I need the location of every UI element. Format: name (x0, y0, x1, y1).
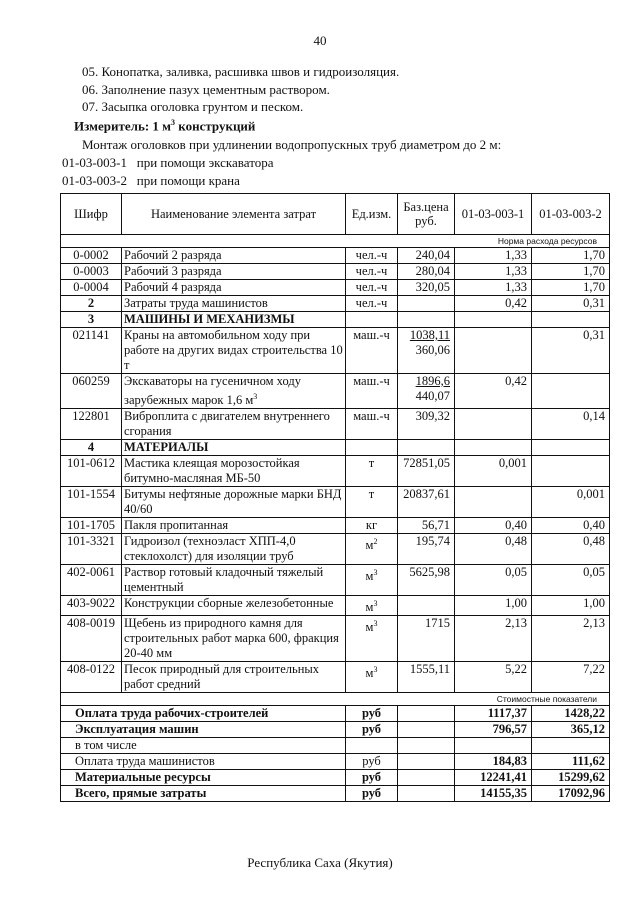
code-cell: 101-1554 (61, 487, 122, 518)
table-row (61, 487, 610, 518)
v2-cell: 0,001 (532, 487, 610, 518)
unit-cell: чел.-ч (346, 248, 398, 264)
unit-cell: чел.-ч (346, 280, 398, 296)
unit-cell: чел.-ч (346, 264, 398, 280)
summary-v2: 365,12 (532, 722, 610, 738)
empty-cell (398, 754, 455, 770)
v1-cell (455, 409, 532, 440)
v1-cell: 2,13 (455, 616, 532, 662)
name-cell: Пакля пропитанная (122, 518, 346, 534)
section-title: Монтаж оголовков при удлинении водопропускных труб диаметром до 2 м: (82, 137, 502, 152)
empty-cell (398, 440, 455, 456)
superscript: 3 (253, 392, 258, 401)
summary-v1: 796,57 (455, 722, 532, 738)
v1-cell: 0,42 (455, 296, 532, 312)
summary-v1: 184,83 (455, 754, 532, 770)
name-cell (122, 328, 346, 374)
v2-cell (532, 374, 610, 409)
price-cell: 56,71 (398, 518, 455, 534)
cell-text: кг (365, 518, 378, 533)
price-cell: 5625,98 (398, 565, 455, 596)
unit-cell (346, 596, 398, 616)
price-cell (398, 296, 455, 312)
cell-text: Экскаваторы на гусеничном ходу зарубежных марок 1,6 м (124, 374, 301, 408)
section-code: 3 (61, 312, 122, 328)
table-row (61, 328, 610, 374)
resource-table (60, 193, 610, 802)
code-cell: 101-1705 (61, 518, 122, 534)
summary-v1: 14155,35 (455, 786, 532, 802)
cell-text: Краны на автомобильном ходу при работе на других видах строительства 10 т (124, 328, 343, 372)
code-cell: 021141 (61, 328, 122, 374)
v1-cell: 0,40 (455, 518, 532, 534)
v2-cell: 1,70 (532, 280, 610, 296)
name-cell: Рабочий 2 разряда (122, 248, 346, 264)
price-top: 1038,11 (409, 328, 450, 342)
variant-1-code: 01-03-003-1 (62, 155, 127, 170)
cost-label-row (61, 693, 610, 706)
v2-cell: 2,13 (532, 616, 610, 662)
variant-2 (62, 173, 240, 189)
table-row (61, 616, 610, 662)
summary-unit: руб (346, 706, 398, 722)
footer: Республика Саха (Якутия) (247, 855, 393, 870)
code-cell: 0-0003 (61, 264, 122, 280)
name-cell (122, 374, 346, 409)
code-cell: 408-0019 (61, 616, 122, 662)
cell-text: м (365, 569, 374, 584)
header-price: Баз.цена руб. (398, 194, 455, 235)
v2-cell: 0,48 (532, 534, 610, 565)
price-cell: 72851,05 (398, 456, 455, 487)
header-unit: Ед.изм. (346, 194, 398, 235)
v2-cell: 7,22 (532, 662, 610, 693)
code-cell: 402-0061 (61, 565, 122, 596)
v2-cell: 0,31 (532, 328, 610, 374)
summary-row (61, 770, 610, 786)
empty-cell (398, 722, 455, 738)
measure-prefix: Измеритель: 1 м (74, 118, 172, 134)
summary-name: Оплата труда машинистов (61, 754, 346, 770)
summary-v1 (455, 738, 532, 754)
unit-cell (346, 534, 398, 565)
header-v2: 01-03-003-2 (532, 194, 610, 235)
v2-cell: 1,00 (532, 596, 610, 616)
empty-cell (455, 312, 532, 328)
v2-cell: 0,14 (532, 409, 610, 440)
summary-v1: 12241,41 (455, 770, 532, 786)
price-cell: 240,04 (398, 248, 455, 264)
cell-text: м (365, 538, 374, 553)
empty-cell (398, 786, 455, 802)
superscript: 3 (373, 599, 378, 609)
empty-cell (346, 312, 398, 328)
unit-cell (346, 565, 398, 596)
v1-cell: 0,001 (455, 456, 532, 487)
v1-cell: 0,42 (455, 374, 532, 409)
summary-name: Всего, прямые затраты (61, 786, 346, 802)
summary-v2: 1428,22 (532, 706, 610, 722)
empty-cell (398, 312, 455, 328)
table-row (61, 518, 610, 534)
name-cell: Щебень из природного камня для строительных работ марка 600, фракция 20-40 мм (122, 616, 346, 662)
summary-row (61, 786, 610, 802)
machinist-row (61, 296, 610, 312)
name-cell: Песок природный для строительных работ средний (122, 662, 346, 693)
table-row (61, 662, 610, 693)
section-name: МАТЕРИАЛЫ (122, 440, 346, 456)
cost-label: Стоимостные показатели (61, 693, 610, 706)
empty-cell (398, 770, 455, 786)
empty-cell (455, 440, 532, 456)
v1-cell (455, 328, 532, 374)
table-row (61, 264, 610, 280)
table-row (61, 248, 610, 264)
measure-unit (74, 118, 255, 134)
variant-1-text: при помощи экскаватора (136, 155, 274, 170)
summary-name: Оплата труда рабочих-строителей (61, 706, 346, 722)
table-row (61, 374, 610, 409)
superscript: 3 (373, 568, 378, 578)
name-cell (122, 409, 346, 440)
section-materials-row (61, 440, 610, 456)
norm-label-row (61, 235, 610, 248)
code-cell: 0-0004 (61, 280, 122, 296)
cell-text: т (368, 487, 375, 502)
unit-cell: чел.-ч (346, 296, 398, 312)
name-cell: Гидроизол (техноэласт ХПП-4,0 стеклохолст) для изоляции труб (122, 534, 346, 565)
code-cell: 403-9022 (61, 596, 122, 616)
cell-text: т (368, 456, 375, 471)
section-machines-row (61, 312, 610, 328)
section-code: 4 (61, 440, 122, 456)
name-cell: Мастика клеящая морозостойкая битумно-масляная МБ-50 (122, 456, 346, 487)
unit-cell (346, 662, 398, 693)
v2-cell: 1,70 (532, 264, 610, 280)
summary-v2 (532, 738, 610, 754)
summary-unit (346, 738, 398, 754)
name-cell: Конструкции сборные железобетонные (122, 596, 346, 616)
summary-row (61, 722, 610, 738)
unit-cell (346, 518, 398, 534)
summary-v2: 15299,62 (532, 770, 610, 786)
price-cell: 20837,61 (398, 487, 455, 518)
v1-cell: 0,48 (455, 534, 532, 565)
price-bottom: 360,06 (415, 343, 450, 357)
summary-v1: 1117,37 (455, 706, 532, 722)
v1-cell: 5,22 (455, 662, 532, 693)
header-v1: 01-03-003-1 (455, 194, 532, 235)
price-top: 1896,6 (415, 374, 450, 388)
step-06: 06. Заполнение пазух цементным раствором. (82, 82, 330, 97)
price-bottom: 440,07 (415, 389, 450, 403)
summary-row (61, 706, 610, 722)
unit-cell: маш.-ч (346, 328, 398, 374)
v2-cell: 0,40 (532, 518, 610, 534)
summary-unit: руб (346, 754, 398, 770)
empty-cell (346, 440, 398, 456)
empty-cell (532, 312, 610, 328)
summary-unit: руб (346, 786, 398, 802)
price-cell (398, 374, 455, 409)
unit-cell: маш.-ч (346, 374, 398, 409)
v2-cell: 1,70 (532, 248, 610, 264)
superscript: 3 (373, 619, 378, 629)
summary-row (61, 754, 610, 770)
table-row (61, 409, 610, 440)
variant-2-code: 01-03-003-2 (62, 173, 127, 188)
superscript: 3 (373, 665, 378, 675)
v1-cell (455, 487, 532, 518)
name-cell: Битумы нефтяные дорожные марки БНД 40/60 (122, 487, 346, 518)
code-cell: 408-0122 (61, 662, 122, 693)
code-cell: 0-0002 (61, 248, 122, 264)
empty-cell (398, 706, 455, 722)
price-cell: 1715 (398, 616, 455, 662)
unit-cell (346, 456, 398, 487)
variant-2-text: при помощи крана (136, 173, 240, 188)
summary-name: Эксплуатация машин (61, 722, 346, 738)
v1-cell: 1,33 (455, 264, 532, 280)
price-cell: 309,32 (398, 409, 455, 440)
price-cell (398, 328, 455, 374)
summary-unit: руб (346, 722, 398, 738)
price-cell: 195,74 (398, 534, 455, 565)
cell-text: м (365, 666, 374, 681)
summary-name: в том числе (61, 738, 346, 754)
summary-v2: 17092,96 (532, 786, 610, 802)
table-row (61, 280, 610, 296)
cell-text: Виброплита с двигателем внутреннего сгорания (124, 409, 330, 439)
price-cell: 1555,11 (398, 662, 455, 693)
header-code: Шифр (61, 194, 122, 235)
table-body (61, 235, 610, 802)
v1-cell: 1,33 (455, 248, 532, 264)
measure-suffix: конструкций (175, 118, 256, 134)
name-cell: Затраты труда машинистов (122, 296, 346, 312)
summary-unit: руб (346, 770, 398, 786)
variant-1 (62, 155, 273, 171)
price-cell (398, 596, 455, 616)
v1-cell: 0,05 (455, 565, 532, 596)
page-number: 40 (313, 33, 327, 48)
superscript: 2 (373, 537, 378, 547)
cell-text: м (365, 600, 374, 615)
empty-cell (398, 738, 455, 754)
unit-cell (346, 487, 398, 518)
summary-name: Материальные ресурсы (61, 770, 346, 786)
v1-cell: 1,00 (455, 596, 532, 616)
header-name: Наименование элемента затрат (122, 194, 346, 235)
price-cell: 280,04 (398, 264, 455, 280)
v2-cell: 0,31 (532, 296, 610, 312)
table-row (61, 534, 610, 565)
name-cell: Рабочий 4 разряда (122, 280, 346, 296)
unit-cell: маш.-ч (346, 409, 398, 440)
code-cell: 122801 (61, 409, 122, 440)
price-cell: 320,05 (398, 280, 455, 296)
name-cell: Рабочий 3 разряда (122, 264, 346, 280)
code-cell: 060259 (61, 374, 122, 409)
v2-cell: 0,05 (532, 565, 610, 596)
summary-row (61, 738, 610, 754)
table-row (61, 456, 610, 487)
step-05: 05. Конопатка, заливка, расшивка швов и гидроизоляция. (82, 64, 400, 79)
v2-cell (532, 456, 610, 487)
measure-sup: 3 (171, 118, 176, 127)
summary-v2: 111,62 (532, 754, 610, 770)
code-cell: 101-3321 (61, 534, 122, 565)
code-cell: 101-0612 (61, 456, 122, 487)
unit-cell (346, 616, 398, 662)
table-row (61, 596, 610, 616)
norm-label: Норма расхода ресурсов (61, 235, 610, 248)
name-cell: Раствор готовый кладочный тяжелый цементный (122, 565, 346, 596)
table-row (61, 565, 610, 596)
code-cell: 2 (61, 296, 122, 312)
table-header-row (61, 194, 610, 235)
empty-cell (532, 440, 610, 456)
cell-text: м (365, 620, 374, 635)
step-07: 07. Засыпка оголовка грунтом и песком. (82, 99, 304, 114)
v1-cell: 1,33 (455, 280, 532, 296)
section-name: МАШИНЫ И МЕХАНИЗМЫ (122, 312, 346, 328)
